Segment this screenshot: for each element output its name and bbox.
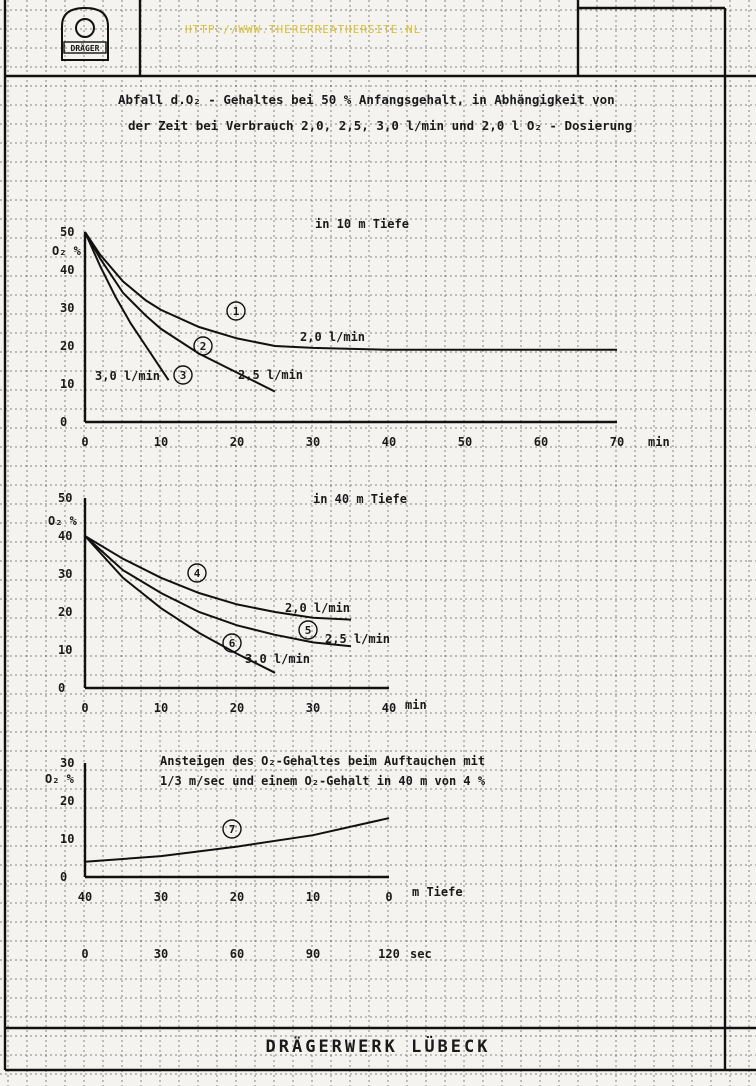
url-watermark: HTTP://WWW.THERERREATHERSITE.NL [185, 23, 422, 36]
y-tick-label: 40 [58, 529, 73, 543]
series-label: 2,0 l/min [285, 601, 351, 615]
chart-10m-depth [52, 217, 670, 449]
series-marker-badge [223, 820, 241, 838]
series-marker-badge [188, 564, 206, 582]
x2-tick-label: 30 [153, 947, 169, 961]
draeger-logo [62, 8, 108, 60]
chart-ascent-xlabel-seconds: sec [410, 947, 432, 961]
x-tick-label: 70 [609, 435, 625, 449]
x-tick-label: 20 [229, 701, 245, 715]
y-tick-label: 40 [60, 263, 75, 277]
x2-tick-label: 0 [81, 947, 89, 961]
y-tick-label: 20 [58, 605, 73, 619]
series-marker-badge [194, 337, 212, 355]
chart-ascent-title-line2: 1/3 m/sec und einem O₂-Gehalt in 40 m von 4 % [160, 774, 486, 788]
x-tick-label: 30 [305, 435, 321, 449]
x-tick-label: 10 [153, 435, 169, 449]
y-tick-label: 10 [60, 832, 75, 846]
y-tick-label: 0 [58, 681, 66, 695]
x-tick-label: 40 [381, 701, 397, 715]
chart-ascent-title-line1: Ansteigen des O₂-Gehaltes beim Auftauchen mit [160, 754, 486, 768]
chart-10m-xlabel: min [648, 435, 670, 449]
y-tick-label: 20 [60, 794, 75, 808]
series-marker-number: 5 [304, 624, 312, 637]
chart-ascent-ylabel: O₂ % [45, 772, 74, 786]
y-tick-label: 10 [60, 377, 75, 391]
series-label: 2,5 l/min [238, 368, 304, 382]
series-label: 3,0 l/min [95, 369, 161, 383]
series-marker-badge [227, 302, 245, 320]
series-marker-number: 1 [232, 305, 240, 318]
series-marker-number: 4 [193, 567, 201, 580]
y-tick-label: 50 [58, 491, 73, 505]
page-title-line1: Abfall d.O₂ - Gehaltes bei 50 % Anfangsgehalt, in Abhängigkeit von [118, 92, 615, 107]
series-marker-badge [299, 621, 317, 639]
x-tick-label: 0 [81, 435, 89, 449]
x-tick-label: 50 [457, 435, 473, 449]
chart-ascent [45, 754, 486, 961]
y-tick-label: 20 [60, 339, 75, 353]
series-marker-number: 7 [228, 823, 236, 836]
y-tick-label: 50 [60, 225, 75, 239]
footer-company: DRÄGERWERK LÜBECK [265, 1037, 491, 1057]
series-marker-number: 6 [228, 637, 236, 650]
x2-tick-label: 90 [305, 947, 321, 961]
x-tick-label: 40 [77, 890, 93, 904]
chart-40m-xlabel: min [405, 698, 427, 712]
x-tick-label: 0 [81, 701, 89, 715]
y-tick-label: 30 [60, 301, 75, 315]
series-label: 2,0 l/min [300, 330, 366, 344]
drawing-frame [5, 0, 756, 1070]
chart-10m-ylabel: O₂ % [52, 244, 81, 258]
x-tick-label: 20 [229, 435, 245, 449]
logo-text: DRÄGER [70, 44, 100, 53]
series-marker-number: 2 [199, 340, 207, 353]
chart-10m-title: in 10 m Tiefe [315, 217, 409, 231]
x-tick-label: 60 [533, 435, 549, 449]
chart-40m-ylabel: O₂ % [48, 514, 77, 528]
y-tick-label: 10 [58, 643, 73, 657]
y-tick-label: 30 [58, 567, 73, 581]
x2-tick-label: 120 [378, 947, 400, 961]
x-tick-label: 20 [229, 890, 245, 904]
series-label: 2,5 l/min [325, 632, 391, 646]
y-tick-label: 0 [60, 415, 68, 429]
series-label: 3,0 l/min [245, 652, 311, 666]
series-marker-badge [174, 366, 192, 384]
chart-ascent-xlabel: m Tiefe [412, 885, 463, 899]
x-tick-label: 30 [305, 701, 321, 715]
x-tick-label: 10 [153, 701, 169, 715]
y-tick-label: 30 [60, 756, 75, 770]
y-tick-label: 0 [60, 870, 68, 884]
x-tick-label: 10 [305, 890, 321, 904]
series-marker-badge [223, 634, 241, 652]
x-tick-label: 30 [153, 890, 169, 904]
x-tick-label: 40 [381, 435, 397, 449]
x-tick-label: 0 [385, 890, 393, 904]
chart-40m-title: in 40 m Tiefe [313, 492, 407, 506]
page-title-line2: der Zeit bei Verbrauch 2,0, 2,5, 3,0 l/min und 2,0 l O₂ - Dosierung [128, 118, 633, 133]
series-marker-number: 3 [179, 369, 187, 382]
series-line-7 [85, 818, 389, 862]
x2-tick-label: 60 [229, 947, 245, 961]
chart-40m-depth [48, 491, 427, 715]
